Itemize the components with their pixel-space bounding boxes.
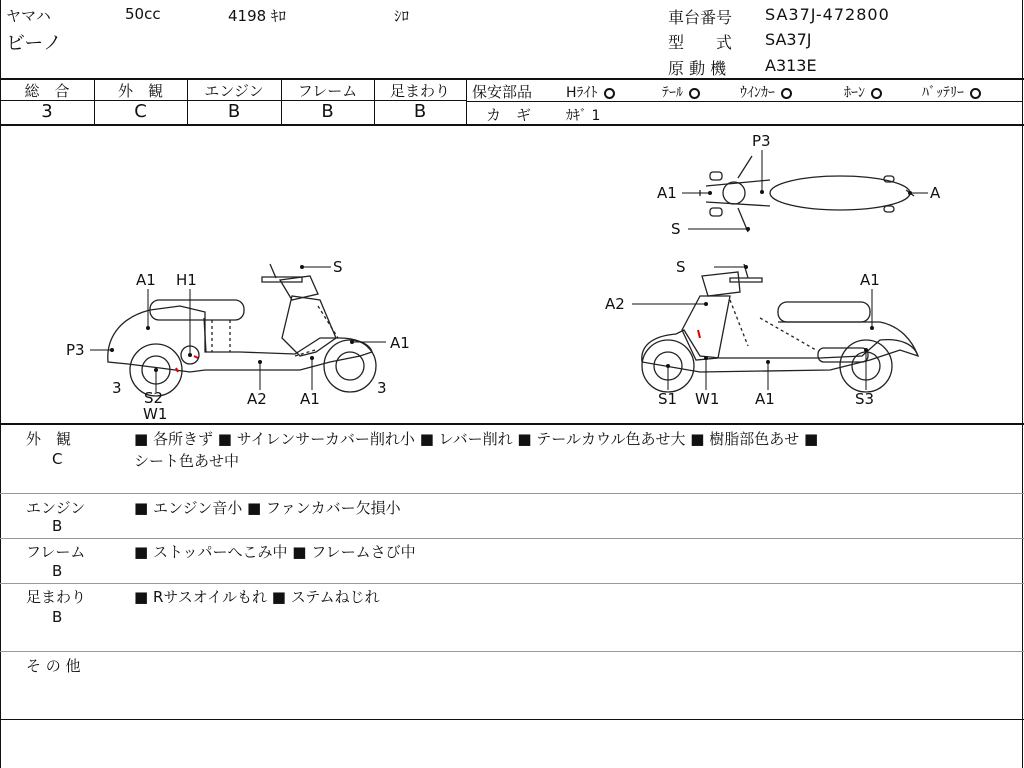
diagram-label: P3 — [752, 132, 771, 150]
model-name: ビーノ — [6, 32, 62, 54]
exterior-grade: C — [134, 101, 147, 122]
diagram-label: S — [676, 258, 686, 276]
key-value: ｶｷﾞ 1 — [566, 108, 601, 124]
overall-label: 総 合 — [24, 82, 70, 100]
remark-grade-frame: B — [52, 562, 63, 580]
safety-item-battery: ﾊﾞｯﾃﾘｰ — [922, 82, 981, 102]
diagram-label: W1 — [143, 405, 168, 423]
diagram-label: A1 — [860, 271, 880, 289]
engine-grade: B — [227, 101, 241, 122]
ok-circle-icon — [871, 88, 882, 99]
diagram-label: A1 — [390, 334, 410, 352]
safety-item-tail: ﾃｰﾙ — [662, 82, 700, 102]
remark-divider — [0, 583, 1024, 584]
remark-label-exterior: 外 観 — [26, 430, 72, 448]
frame-grade-label: フレーム — [297, 82, 358, 100]
diagram-label: W1 — [695, 390, 720, 408]
key-label: カ ギ — [486, 106, 532, 124]
diagram-label: A1 — [657, 184, 677, 202]
suspension-grade: B — [413, 101, 427, 122]
remark-text-suspension: ■ Rサスオイルもれ ■ ステムねじれ — [134, 588, 380, 606]
diagram-label: P3 — [66, 341, 85, 359]
diagram-label: A2 — [247, 390, 267, 408]
diagram-label: S3 — [855, 390, 875, 408]
diagram-label: H1 — [176, 271, 197, 289]
diagram-bottom-line — [0, 423, 1024, 425]
overall-grade: 3 — [41, 101, 53, 122]
frame-grade: B — [321, 101, 334, 122]
remark-divider — [0, 651, 1024, 652]
scooter-diagram — [0, 126, 1024, 423]
remark-grade-exterior: C — [52, 450, 63, 468]
remark-text-exterior-2: シート色あせ中 — [134, 452, 240, 470]
diagram-label: S1 — [658, 390, 678, 408]
ok-circle-icon — [689, 88, 700, 99]
chassis-value: SA37J-472800 — [765, 5, 890, 24]
engine-value: A313E — [765, 56, 817, 75]
safety-item-headlight: Hﾗｲﾄ — [566, 82, 615, 102]
type-value: SA37J — [765, 30, 812, 49]
engine-grade-label: エンジン — [204, 82, 264, 100]
chassis-label: 車台番号 — [668, 8, 733, 27]
mileage: 4198 ｷﾛ — [228, 7, 286, 25]
engine-label: 原 動 機 — [668, 59, 727, 78]
diagram-label: 3 — [377, 379, 387, 397]
diagram-label: S2 — [144, 389, 164, 407]
diagram-label: 3 — [112, 379, 122, 397]
remark-label-suspension: 足まわり — [26, 588, 87, 606]
remark-text-frame: ■ ストッパーへこみ中 ■ フレームさび中 — [134, 543, 416, 561]
ok-circle-icon — [970, 88, 981, 99]
diagram-label: A — [930, 184, 941, 202]
ok-circle-icon — [781, 88, 792, 99]
remark-text-exterior-1: ■ 各所きず ■ サイレンサーカバー削れ小 ■ レバー削れ ■ テールカウル色あせ大 ■ 樹脂部色あせ ■ — [134, 430, 819, 448]
remark-label-engine: エンジン — [26, 499, 86, 517]
remark-grade-suspension: B — [52, 608, 63, 626]
remark-label-other: そ の 他 — [26, 657, 81, 675]
safety-item-horn: ﾎｰﾝ — [844, 82, 882, 102]
remark-divider — [0, 719, 1024, 720]
exterior-label: 外 観 — [117, 82, 163, 100]
remark-grade-engine: B — [52, 517, 63, 535]
diagram-label: A2 — [605, 295, 625, 313]
type-label: 型 式 — [668, 33, 733, 52]
color: ｼﾛ — [394, 7, 410, 25]
diagram-label: S — [333, 258, 343, 276]
remark-text-engine: ■ エンジン音小 ■ ファンカバー欠損小 — [134, 499, 401, 517]
ok-circle-icon — [604, 88, 615, 99]
diagram-label: S — [671, 220, 681, 238]
suspension-grade-label: 足まわり — [389, 82, 450, 100]
safety-label: 保安部品 — [472, 83, 533, 101]
maker: ヤマハ — [6, 7, 51, 25]
diagram-label: A1 — [300, 390, 320, 408]
grades-div-5 — [466, 78, 467, 125]
diagram-label: A1 — [136, 271, 156, 289]
safety-item-winker: ｳｲﾝｶｰ — [740, 82, 792, 102]
remark-divider — [0, 493, 1024, 494]
remark-label-frame: フレーム — [26, 543, 86, 561]
displacement: 50cc — [125, 5, 161, 23]
scooter-top-view — [700, 156, 914, 232]
remark-divider — [0, 538, 1024, 539]
diagram-label: A1 — [755, 390, 775, 408]
